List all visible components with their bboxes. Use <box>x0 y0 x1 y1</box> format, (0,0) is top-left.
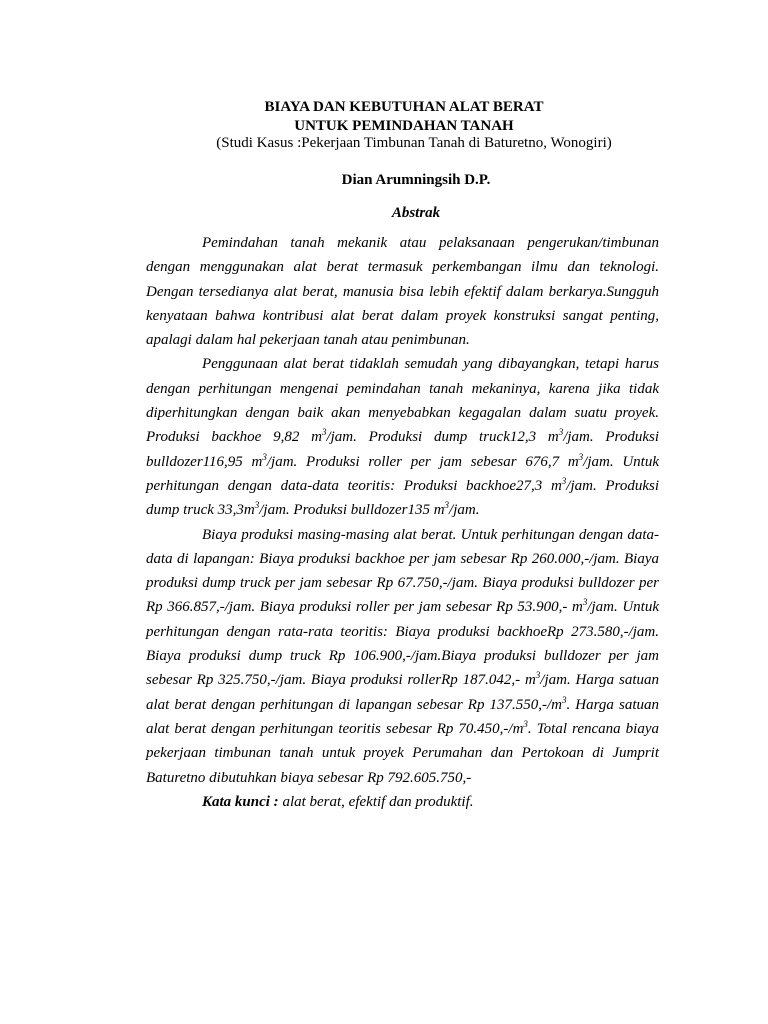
title-line-1: BIAYA DAN KEBUTUHAN ALAT BERAT <box>264 99 544 115</box>
p2-text: /jam. Produksi bulldozer135 m <box>259 502 445 519</box>
keywords-label: Kata kunci : <box>202 793 279 810</box>
p2-text: Penggunaan alat berat tidaklah semudah yang dibayangkan, tetapi harus dengan perhitungan mengenai pemindahan tanah mekaninya, karena jika tidak diperhitungkan dengan baik akan menyebabkan kegagalan dalam suatu proyek. Produksi backhoe 9,82 m <box>146 356 659 446</box>
superscript-3: 3 <box>561 475 567 486</box>
superscript-3: 3 <box>321 427 327 438</box>
keywords-line <box>146 790 659 814</box>
superscript-3: 3 <box>582 597 588 608</box>
superscript-3: 3 <box>444 500 450 511</box>
p3-text: /jam. Harga satuan alat berat dengan perhitungan di lapangan sebesar Rp 137.550,-/m <box>146 672 659 713</box>
keywords-text: alat berat, efektif dan produktif. <box>278 793 474 810</box>
p2-text: /jam. Produksi roller per jam sebesar 676,7 m <box>266 453 579 470</box>
p2-text: /jam. <box>449 502 480 519</box>
abstract-heading: Abstrak <box>391 205 441 221</box>
abstract-body <box>146 231 659 814</box>
p2-text: /jam. Produksi bulldozer116,95 m <box>146 429 659 470</box>
superscript-3: 3 <box>562 694 567 705</box>
p2-text: /jam. Produksi dump truck12,3 m <box>326 429 559 446</box>
superscript-3: 3 <box>523 718 528 729</box>
author-name: Dian Arumningsih D.P. <box>341 172 491 188</box>
abstract-paragraph-1: Pemindahan tanah mekanik atau pelaksanaan pengerukan/timbunan dengan menggunakan alat berat termasuk perkembangan ilmu dan teknologi. Dengan tersedianya alat berat, manusia bisa lebih efektif dalam berkarya.Sungguh kenyataan bahwa kontribusi alat berat dalam proyek konstruksi sangat penting, apalagi dalam hal pekerjaan tanah atau penimbunan. <box>146 235 659 349</box>
p2-text: /jam. Produksi dump truck 33,3m <box>146 477 659 519</box>
p3-text: . Total rencana biaya pekerjaan timbunan tanah untuk proyek Perumahan dan Pertokoan di Jumprit Baturetno dibutuhkan biaya sebesar Rp 792.605.750,- <box>146 720 659 786</box>
superscript-3: 3 <box>558 427 564 438</box>
superscript-3: 3 <box>535 670 541 681</box>
superscript-3: 3 <box>254 500 260 511</box>
p3-text: . Harga satuan alat berat dengan perhitungan teoritis sebesar Rp 70.450,-/m <box>146 696 659 737</box>
p3-text: Biaya produksi masing-masing alat berat. Untuk perhitungan dengan data-data di lapangan: Biaya produksi backhoe per jam sebesar Rp 260.000,-/jam. Biaya produksi dump truck per jam sebesar Rp 67.750,-/jam. Biaya produksi bulldozer per Rp 366.857,-/jam. Biaya produksi roller per jam sebesar Rp 53.900,- m <box>146 526 659 616</box>
abstract-paragraph-3 <box>146 523 659 790</box>
subtitle: (Studi Kasus :Pekerjaan Timbunan Tanah di Baturetno, Wonogiri) <box>216 135 612 151</box>
p2-text: /jam. Untuk perhitungan dengan data-data teoritis: Produksi backhoe27,3 m <box>146 453 659 494</box>
superscript-3: 3 <box>262 451 267 462</box>
p3-text: /jam. Untuk perhitungan dengan rata-rata teoritis: Biaya produksi backhoeRp 273.580,-/jam. Biaya produksi dump truck Rp 106.900,-/jam.Biaya produksi bulldozer per jam sebesar Rp 325.750,-/jam. Biaya produksi rollerRp 187.042,- m <box>146 599 659 689</box>
abstract-paragraph-2 <box>146 352 659 522</box>
superscript-3: 3 <box>578 451 584 462</box>
title-line-2: UNTUK PEMINDAHAN TANAH <box>294 118 514 134</box>
